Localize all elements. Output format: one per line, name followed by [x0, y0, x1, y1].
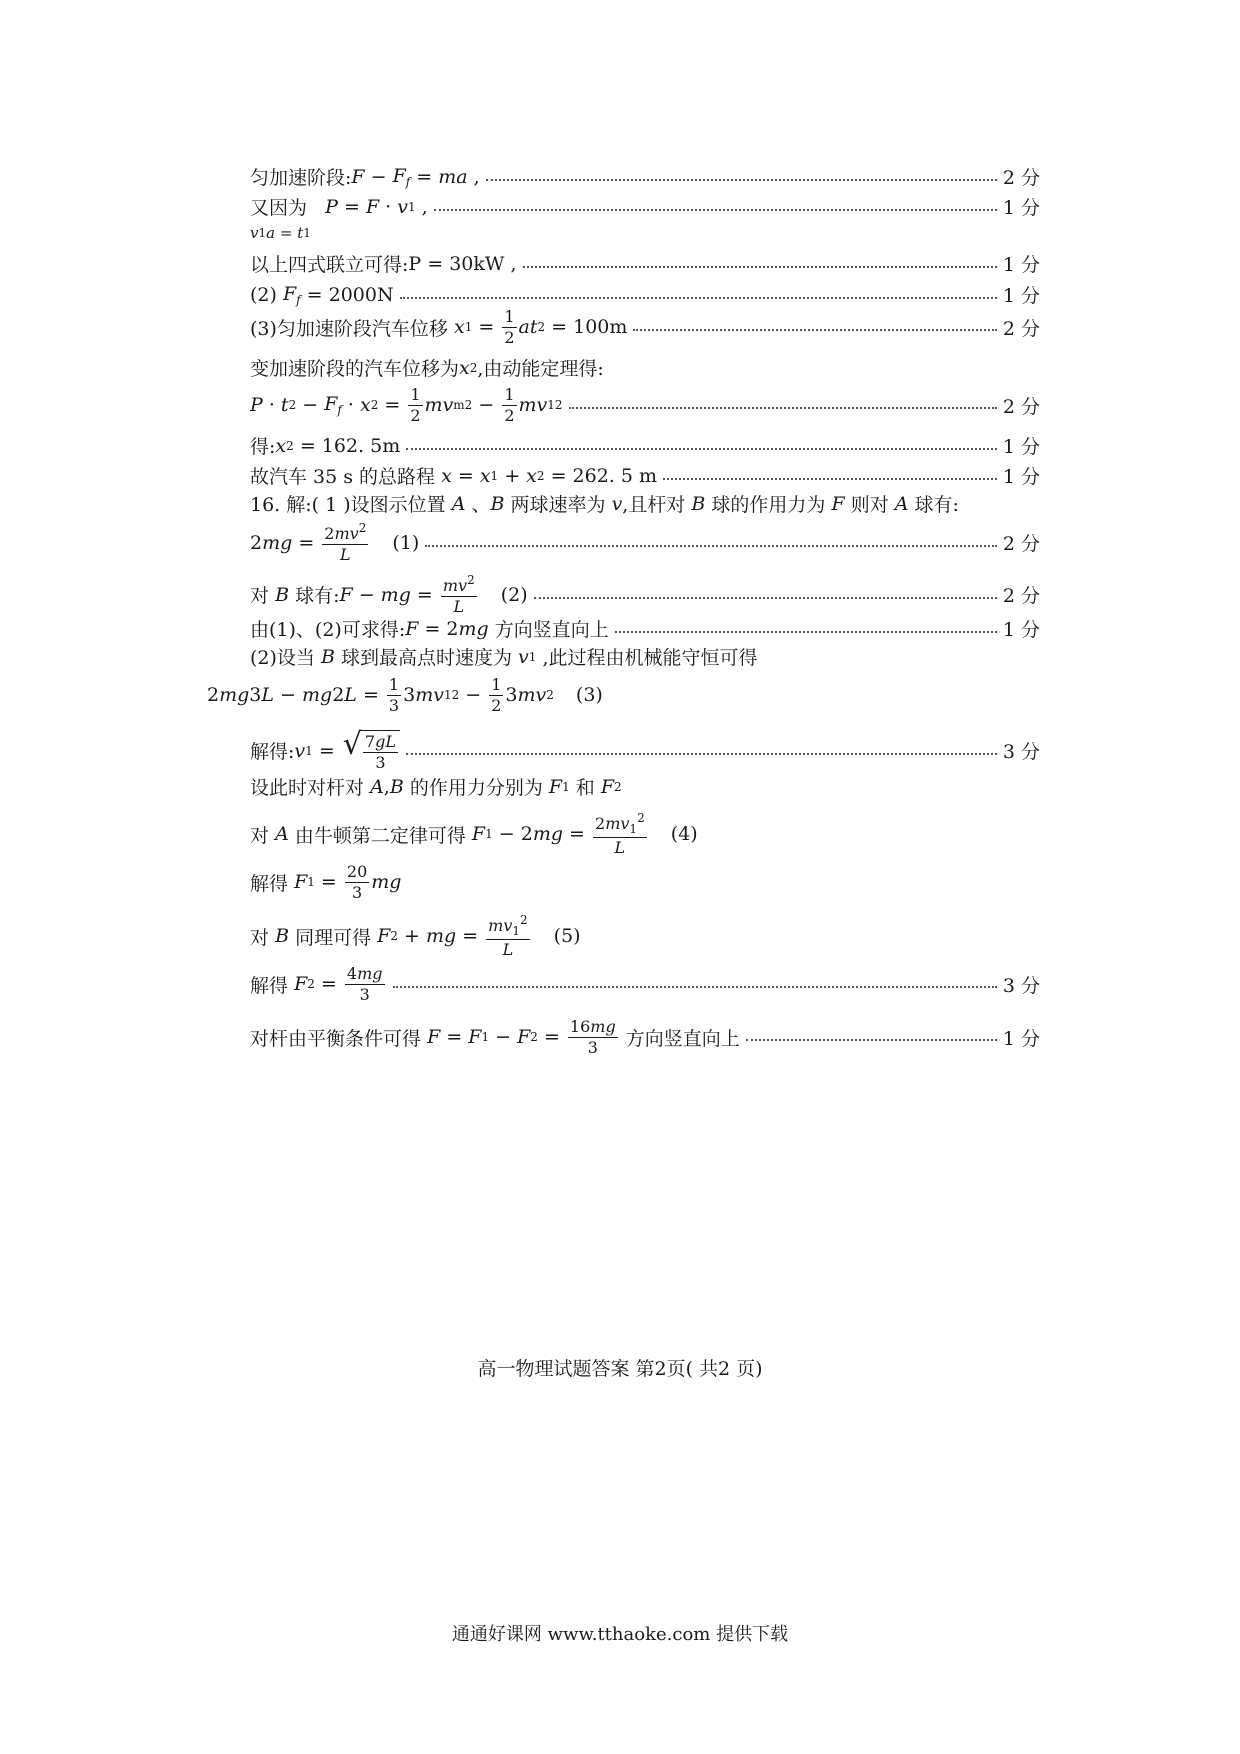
line-10: 故汽车 35 s 的总路程 x = x 1 + x 2 = 262. 5 m 1 分 — [250, 462, 1040, 489]
score: 1 分 — [1002, 466, 1040, 488]
leader-dots — [633, 329, 996, 331]
line-17: 解得: v 1 = √ $\frac{7gL}{3}$ 3 分 — [250, 727, 1040, 772]
page-footer: 高一物理试题答案 第2页( 共2 页) — [477, 1358, 763, 1380]
line-6: (3)匀加速阶段汽车位移 x 1 = $\frac{1}{2}$ at 2 = 100m 2 分 — [250, 307, 1040, 347]
leader-dots — [534, 597, 997, 599]
line-1: 匀加速阶段: F − $F_f$ = ma , 2 分 — [250, 164, 1040, 189]
line-14: 由(1)、(2)可求得: F = 2 mg 方向竖直向上 1 分 — [250, 615, 1040, 642]
leader-dots — [569, 407, 997, 409]
line-22: 解得 F 2 = $\frac{4mg}{3}$ 3 分 — [250, 964, 1040, 1004]
line-19: 对 A 由牛顿第二定律可得 F 1 − 2 mg = $\frac{2mv_1^2}{L}$ (4) — [250, 811, 698, 858]
line-3: v 1 a = t 1 — [250, 224, 311, 242]
score: 1 分 — [1002, 254, 1040, 276]
line-11: 16. 解:( 1 )设图示位置 A 、 B 两球速率为 v ,且杆对 B 球的作用力为 F 则对 A 球有: — [250, 492, 959, 516]
line-9: 得: x 2 = 162. 5m 1 分 — [250, 432, 1040, 459]
score: 2 分 — [1002, 585, 1040, 608]
line-8: P · t 2 − $F_f$ · x 2 = $\frac{1}{2}$ mv m 2 − $\frac{1}{2}$ mv 1 2 2 分 — [250, 385, 1040, 425]
leader-dots — [406, 448, 997, 450]
line-12: 2 mg = $\frac{2mv^2}{L}$ (1) 2 分 — [250, 521, 1040, 564]
line-2: 又因为 P = F · v 1 , 1 分 — [250, 193, 1040, 220]
line-21: 对 B 同理可得 F 2 + mg = $\frac{mv_1^2}{L}$ (5) — [250, 913, 581, 960]
line-16: 2 mg 3 L − mg 2 L = $\frac{1}{3}$ 3 mv 1 2 − $\frac{1}{2}$ 3 mv 2 (3) — [207, 675, 603, 715]
line-18: 设此时对杆对 A , B 的作用力分别为 F 1 和 F 2 — [250, 775, 622, 799]
leader-dots — [523, 266, 997, 268]
score: 2 分 — [1002, 167, 1040, 189]
leader-dots — [400, 297, 997, 299]
line-20: 解得 F 1 = $\frac{20}{3}$ mg — [250, 862, 402, 902]
line-5: (2) $F_f$ = 2000N 1 分 — [250, 282, 1040, 307]
score: 3 分 — [1002, 974, 1040, 997]
line-13: 对 B 球有: F − mg = $\frac{mv^2}{L}$ (2) 2 分 — [250, 573, 1040, 616]
leader-dots — [663, 478, 997, 480]
leader-dots — [486, 179, 997, 181]
score: 1 分 — [1002, 285, 1040, 307]
score: 1 分 — [1002, 197, 1040, 219]
score: 1 分 — [1002, 619, 1040, 641]
line-7: 变加速阶段的汽车位移为 x 2 ,由动能定理得: — [250, 356, 604, 380]
leader-dots — [746, 1039, 997, 1041]
score: 2 分 — [1002, 395, 1040, 418]
score: 1 分 — [1002, 1027, 1040, 1050]
line-4: 以上四式联立可得: P = 30kW , 1 分 — [250, 250, 1040, 277]
score: 1 分 — [1002, 436, 1040, 458]
score: 2 分 — [1002, 533, 1040, 556]
score: 3 分 — [1002, 741, 1040, 764]
line-23: 对杆由平衡条件可得 F = F 1 − F 2 = $\frac{16mg}{3}$ 方向竖直向上 1 分 — [250, 1017, 1040, 1057]
leader-dots — [425, 545, 997, 547]
line-15: (2)设当 B 球到最高点时速度为 v 1 ,此过程由机械能守恒可得 — [250, 645, 758, 669]
leader-dots — [393, 986, 997, 988]
leader-dots — [615, 631, 997, 633]
site-credit: 通通好课网 www.tthaoke.com 提供下载 — [451, 1624, 789, 1645]
score: 2 分 — [1002, 317, 1040, 340]
leader-dots — [406, 753, 997, 755]
leader-dots — [434, 209, 997, 211]
